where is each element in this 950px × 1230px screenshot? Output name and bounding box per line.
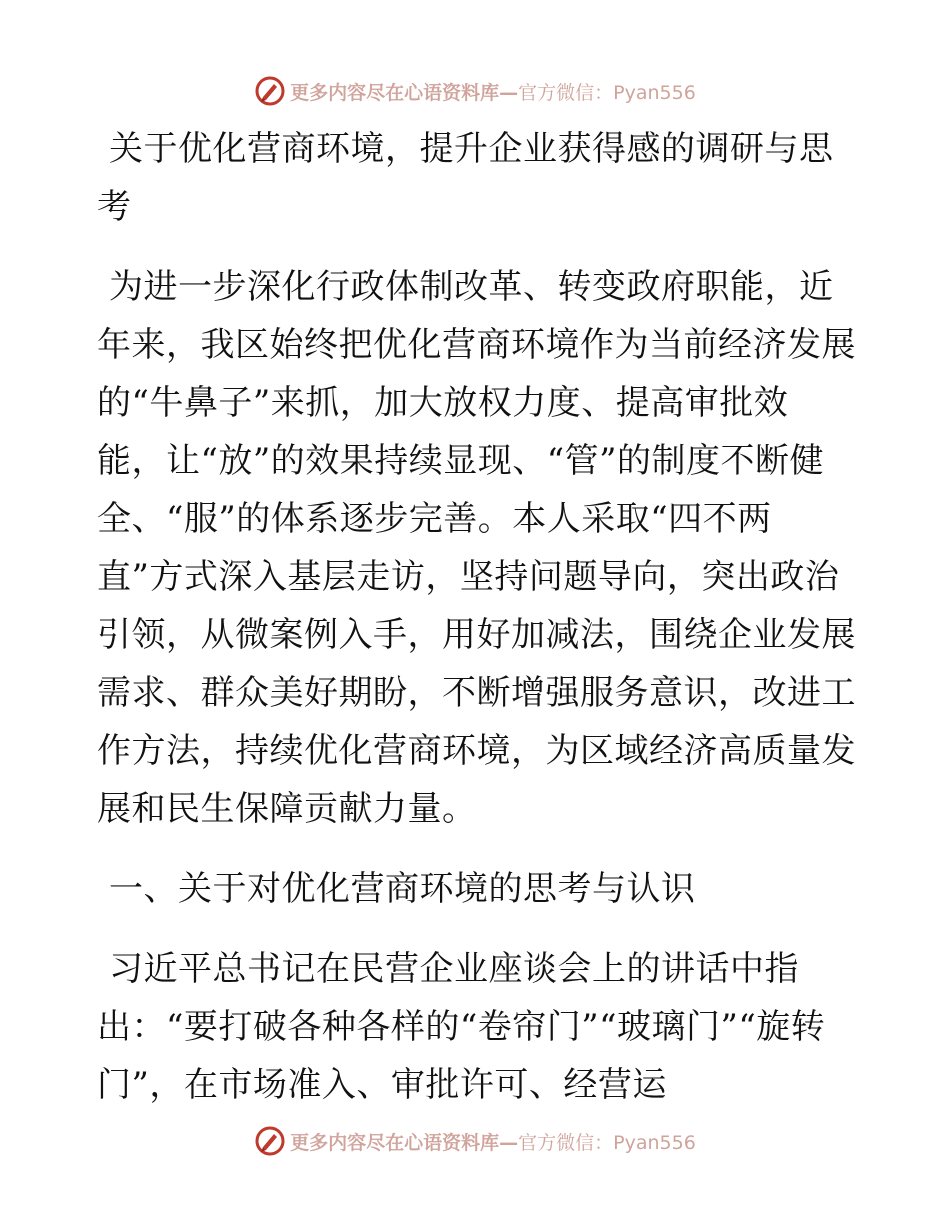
footer-watermark-banner	[0, 1121, 950, 1161]
header-watermark-banner	[0, 71, 950, 111]
pen-logo-icon	[254, 75, 286, 107]
intro-paragraph: 为进一步深化行政体制改革、转变政府职能，近年来，我区始终把优化营商环境作为当前经济发展的“牛鼻子”来抓，加大放权力度、提高审批效能，让“放”的效果持续显现、“管”的制度不断健全、“服”的体系逐步完善。本人采取“四不两直”方式深入基层走访，坚持问题导向，突出政治引领，从微案例入手，用好加减法，围绕企业发展需求、群众美好期盼，不断增强服务意识，改进工作方法，持续优化营商环境，为区域经济高质量发展和民生保障贡献力量。	[97, 267, 856, 829]
section-paragraph: 习近平总书记在民营企业座谈会上的讲话中指出：“要打破各种各样的“卷帘门”“玻璃门”“旋转门”，在市场准入、审批许可、经营运	[97, 949, 826, 1105]
pen-logo-icon	[254, 1125, 286, 1157]
banner-text: 更多内容尽在心语资料库—官方微信：Pyan556	[290, 1131, 696, 1154]
document-body	[97, 120, 857, 1136]
document-title: 关于优化营商环境，提升企业获得感的调研与思考	[97, 129, 834, 227]
section-heading: 一、关于对优化营商环境的思考与认识	[109, 869, 696, 909]
banner-text: 更多内容尽在心语资料库—官方微信：Pyan556	[290, 81, 696, 104]
